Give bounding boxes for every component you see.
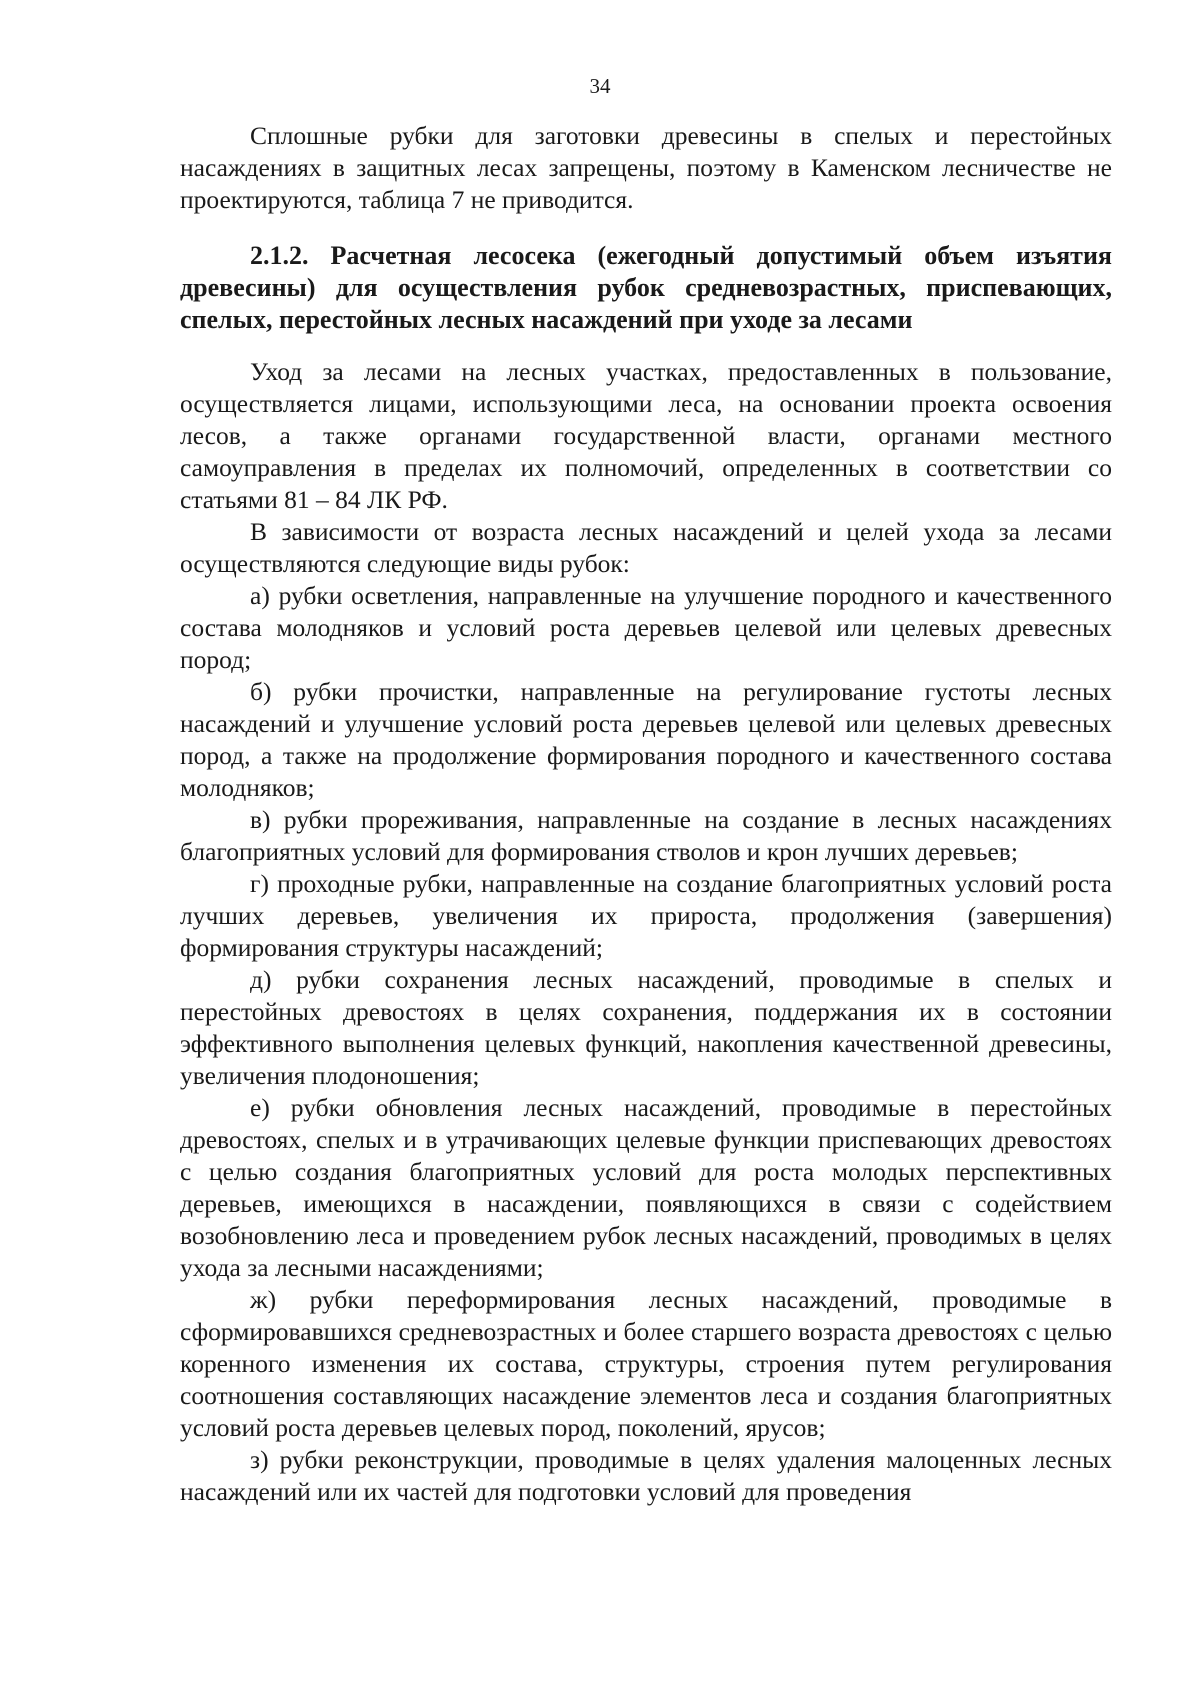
list-item-b: б) рубки прочистки, направленные на регулирование густоты лесных насаждений и улучшение условий роста деревьев целевой или целевых древесных пород, а также на продолжение формирования породного и качественного состава молодняков; bbox=[180, 677, 1112, 802]
intro-paragraph-block bbox=[180, 120, 1112, 216]
cutting-types-list bbox=[180, 580, 1112, 1508]
paragraph-forest-care: Уход за лесами на лесных участках, предоставленных в пользование, осуществляется лицами, использующими леса, на основании проекта освоения лесов, а также органами государственной власти, органами местного самоуправления в пределах их полномочий, определенных в соответствии со статьями 81 – 84 ЛК РФ. bbox=[180, 357, 1112, 514]
list-item-zh: ж) рубки переформирования лесных насаждений, проводимые в сформировавшихся средневозрастных и более старшего возраста древостоях с целью коренного изменения их состава, структуры, строения путем регулирования соотношения составляющих насаждение элементов леса и создания благоприятных условий роста деревьев целевых пород, поколений, ярусов; bbox=[180, 1285, 1112, 1442]
page-number: 34 bbox=[589, 74, 611, 98]
list-item-v: в) рубки прореживания, направленные на создание в лесных насаждениях благоприятных условий для формирования стволов и крон лучших деревьев; bbox=[180, 805, 1112, 866]
section-number: 2.1.2. bbox=[250, 241, 309, 270]
list-item-a: а) рубки осветления, направленные на улучшение породного и качественного состава молодняков и условий роста деревьев целевой или целевых древесных пород; bbox=[180, 581, 1112, 674]
list-item-e: е) рубки обновления лесных насаждений, проводимые в перестойных древостоях, спелых и в утрачивающих целевые функции приспевающих древостоях с целью создания благоприятных условий для роста молодых перспективных деревьев, имеющихся в насаждении, появляющихся в связи с содействием возобновлению леса и проведением рубок лесных насаждений, проводимых в целях ухода за лесными насаждениями; bbox=[180, 1093, 1112, 1282]
list-item-g: г) проходные рубки, направленные на создание благоприятных условий роста лучших деревьев, увеличения их прироста, продолжения (завершения) формирования структуры насаждений; bbox=[180, 869, 1112, 962]
intro-paragraph: Сплошные рубки для заготовки древесины в спелых и перестойных насаждениях в защитных лесах запрещены, поэтому в Каменском лесничестве не проектируются, таблица 7 не приводится. bbox=[180, 121, 1112, 214]
section-title: Расчетная лесосека (ежегодный допустимый объем изъятия древесины) для осуществления рубок средневозрастных, приспевающих, спелых, перестойных лесных насаждений при уходе за лесами bbox=[180, 241, 1113, 334]
paragraph-forest-care-block bbox=[180, 356, 1112, 516]
paragraph-cutting-types: В зависимости от возраста лесных насаждений и целей ухода за лесами осуществляются следующие виды рубок: bbox=[180, 517, 1112, 578]
list-item-d: д) рубки сохранения лесных насаждений, проводимые в спелых и перестойных древостоях в целях сохранения, поддержания их в состоянии эффективного выполнения целевых функций, накопления качественной древесины, увеличения плодоношения; bbox=[180, 965, 1112, 1090]
section-heading bbox=[180, 240, 1112, 336]
paragraph-cutting-types-block bbox=[180, 516, 1112, 580]
section-heading-block bbox=[180, 240, 1112, 336]
list-item-z: з) рубки реконструкции, проводимые в целях удаления малоценных лесных насаждений или их частей для подготовки условий для проведения bbox=[180, 1445, 1112, 1506]
